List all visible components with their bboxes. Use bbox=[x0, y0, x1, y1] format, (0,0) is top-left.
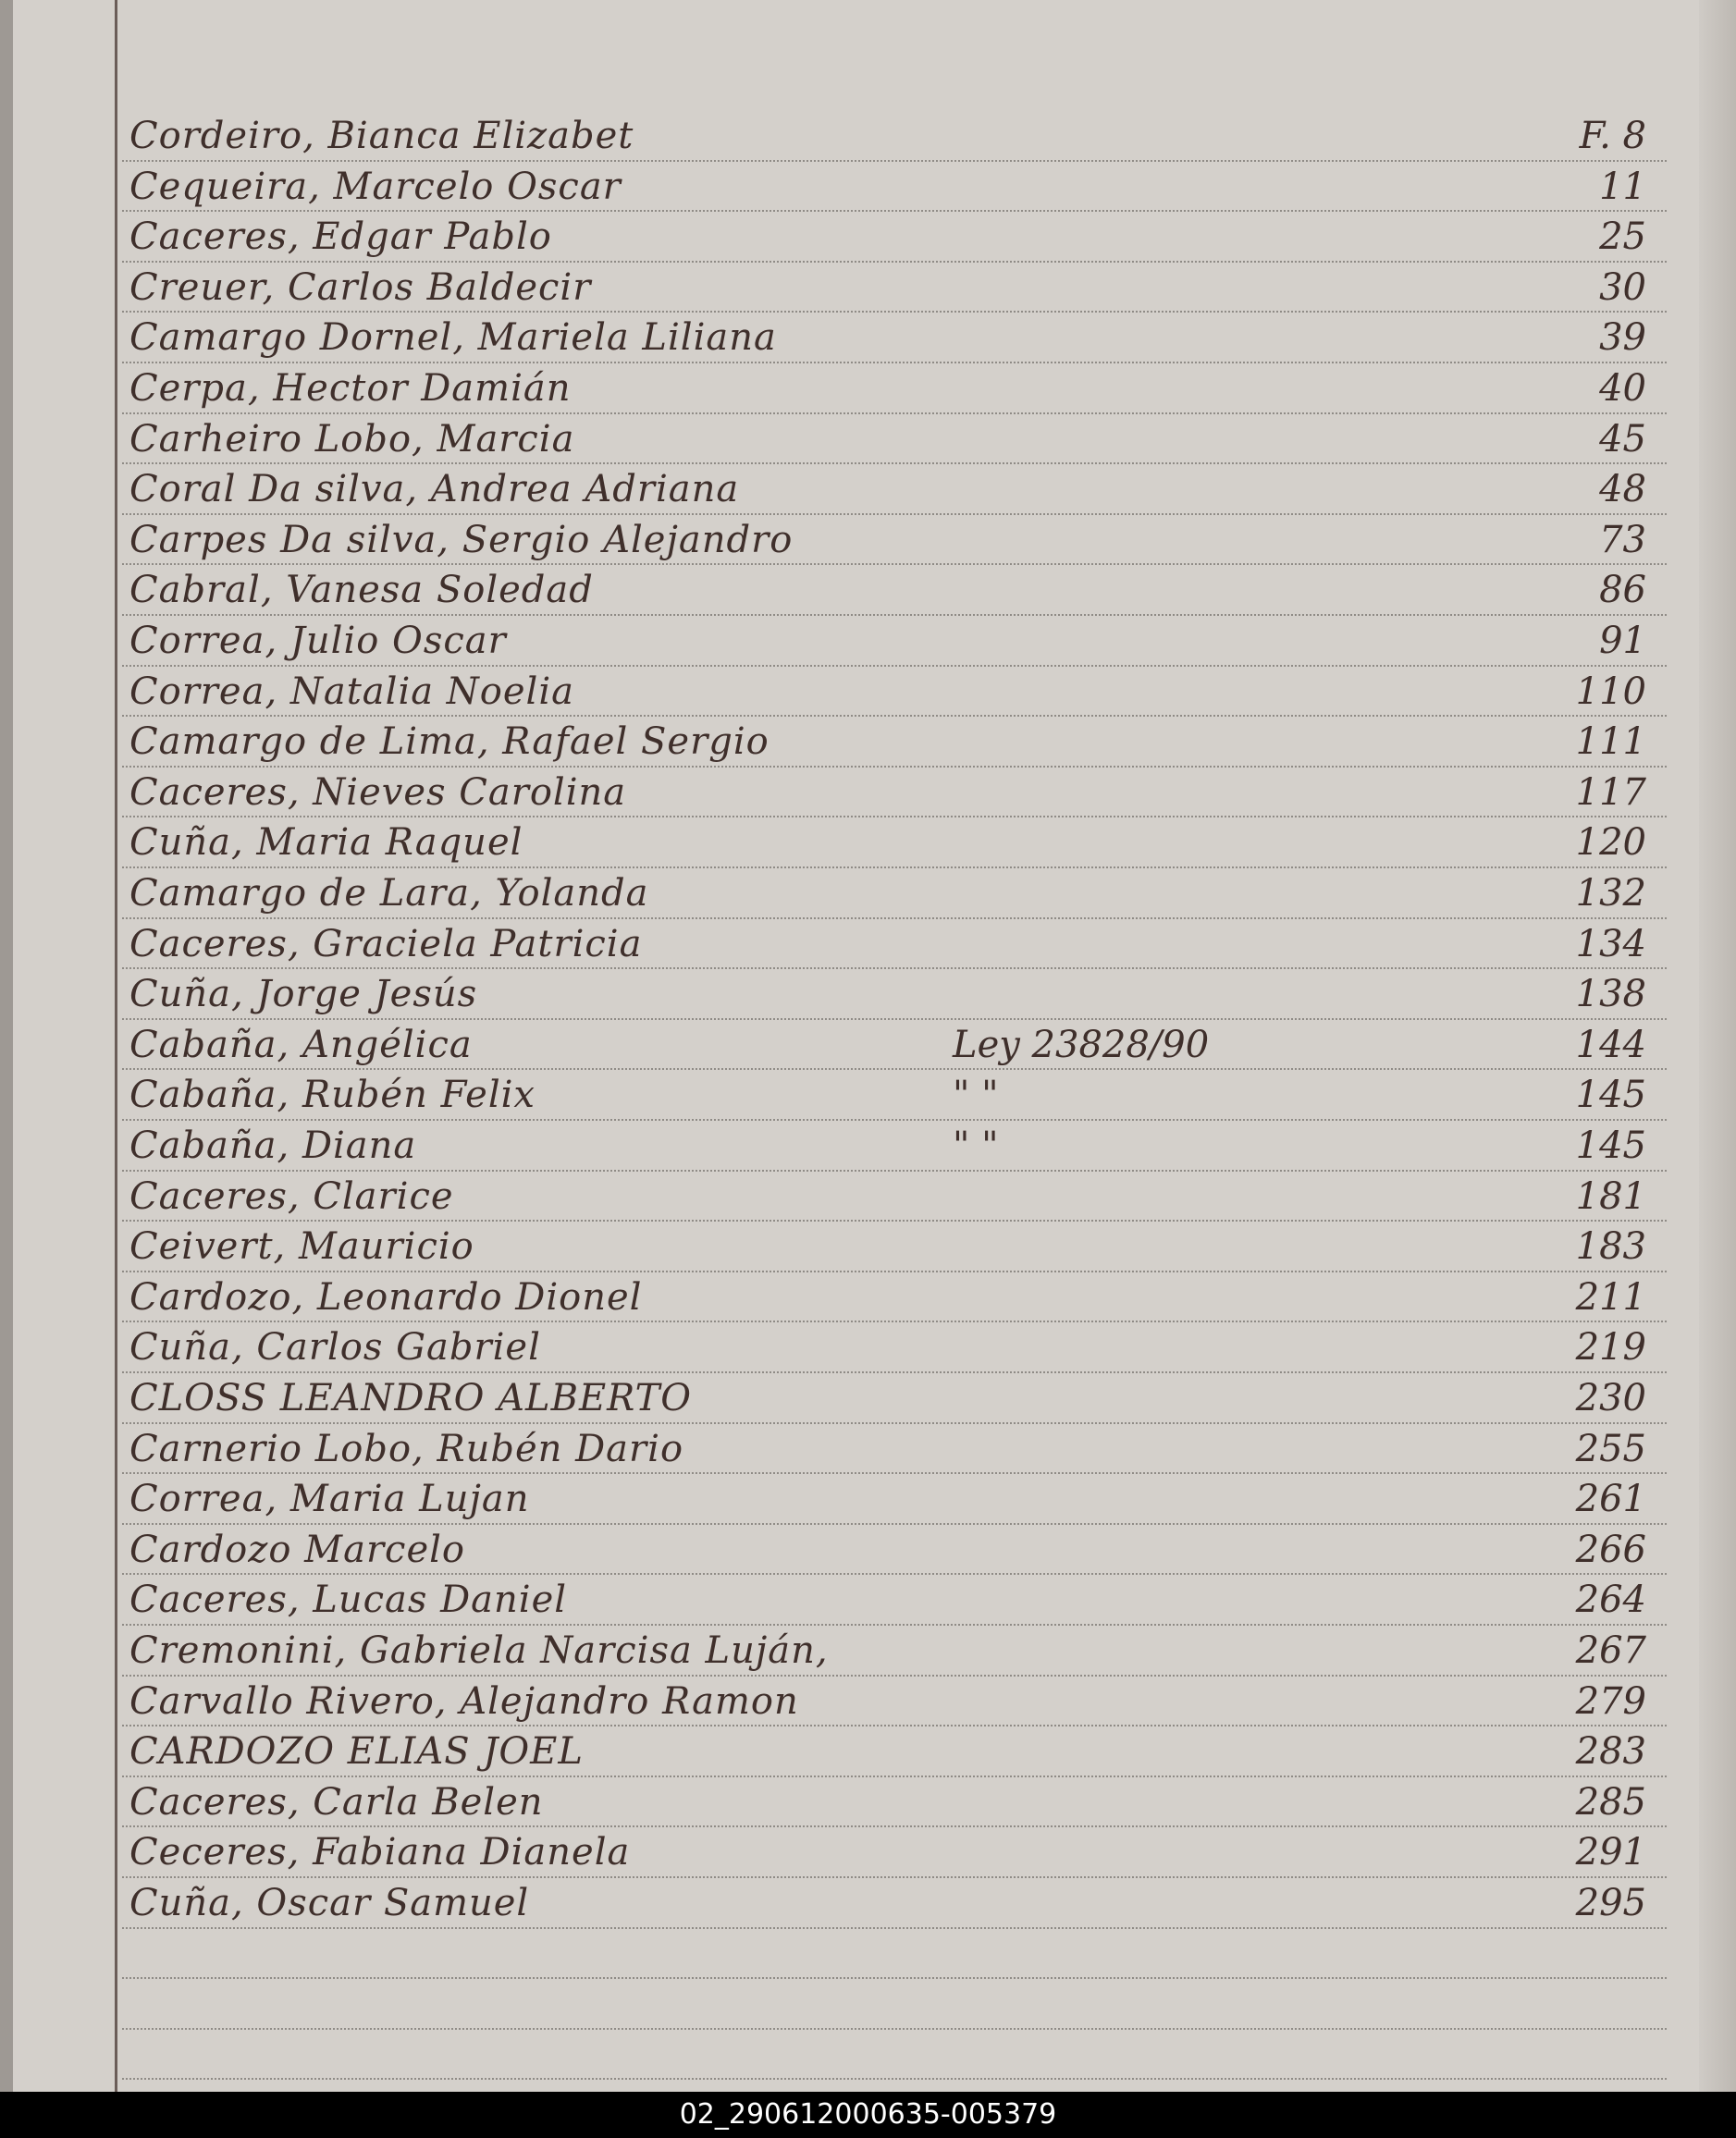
entry-folio: 181 bbox=[1575, 1175, 1646, 1218]
entry-folio: 267 bbox=[1575, 1629, 1646, 1672]
entry-name: Carpes Da silva, Sergio Alejandro bbox=[129, 519, 794, 561]
entry-folio: 183 bbox=[1575, 1225, 1646, 1268]
index-entry bbox=[129, 464, 1665, 512]
entry-folio: 25 bbox=[1599, 215, 1646, 258]
index-entry bbox=[129, 616, 1665, 664]
entry-name: CLOSS LEANDRO ALBERTO bbox=[129, 1377, 693, 1419]
entry-note: Ley 23828/90 bbox=[953, 1024, 1210, 1066]
index-entry bbox=[129, 1827, 1665, 1875]
entry-folio: 39 bbox=[1599, 316, 1646, 359]
index-entry bbox=[129, 1172, 1665, 1220]
entry-name: Caceres, Nieves Carolina bbox=[129, 771, 627, 814]
index-entry bbox=[129, 1677, 1665, 1725]
index-entry bbox=[129, 363, 1665, 412]
entry-folio: 138 bbox=[1575, 973, 1646, 1015]
entry-folio: 285 bbox=[1575, 1781, 1646, 1824]
entry-name: Cuña, Jorge Jesús bbox=[129, 973, 478, 1015]
index-entry bbox=[129, 1726, 1665, 1775]
entry-folio: 295 bbox=[1575, 1882, 1646, 1924]
entry-name: CARDOZO ELIAS JOEL bbox=[129, 1730, 584, 1773]
index-entry bbox=[129, 162, 1665, 210]
index-entry bbox=[129, 1322, 1665, 1370]
index-entry bbox=[129, 1575, 1665, 1623]
entry-name: Caceres, Lucas Daniel bbox=[129, 1579, 568, 1621]
entry-folio: 45 bbox=[1599, 418, 1646, 461]
index-entry bbox=[129, 263, 1665, 311]
entry-folio: 134 bbox=[1575, 923, 1646, 965]
ruled-line bbox=[122, 2028, 1667, 2030]
entry-name: Cabral, Vanesa Soledad bbox=[129, 569, 594, 611]
index-entry bbox=[129, 414, 1665, 462]
entry-name: Cabaña, Rubén Felix bbox=[129, 1074, 536, 1116]
entry-name: Carheiro Lobo, Marcia bbox=[129, 418, 575, 461]
entry-name: Ceceres, Fabiana Dianela bbox=[129, 1831, 631, 1874]
index-entry bbox=[129, 1777, 1665, 1825]
index-entry bbox=[129, 565, 1665, 613]
entry-name: Camargo Dornel, Mariela Liliana bbox=[129, 316, 777, 359]
page-right-edge bbox=[1699, 0, 1736, 2092]
entry-folio: 279 bbox=[1575, 1680, 1646, 1723]
entry-name: Creuer, Carlos Baldecir bbox=[129, 266, 592, 309]
entry-name: Cremonini, Gabriela Narcisa Luján, bbox=[129, 1629, 829, 1672]
entry-name: Camargo de Lima, Rafael Sergio bbox=[129, 720, 770, 763]
index-entry bbox=[129, 1525, 1665, 1573]
entry-name: Caceres, Clarice bbox=[129, 1175, 454, 1218]
entry-name: Cardozo Marcelo bbox=[129, 1529, 466, 1571]
entry-folio: 264 bbox=[1575, 1579, 1646, 1621]
index-entry bbox=[129, 1272, 1665, 1321]
entry-folio: 211 bbox=[1575, 1276, 1646, 1319]
entry-name: Ceivert, Mauricio bbox=[129, 1225, 474, 1268]
index-entry bbox=[129, 1121, 1665, 1169]
entry-folio: 40 bbox=[1599, 367, 1646, 410]
entry-folio: 145 bbox=[1575, 1124, 1646, 1167]
entry-folio: 230 bbox=[1575, 1377, 1646, 1419]
index-entry bbox=[129, 1373, 1665, 1421]
entry-folio: 11 bbox=[1599, 166, 1646, 208]
ruled-line bbox=[122, 1927, 1667, 1929]
entry-folio: 144 bbox=[1575, 1024, 1646, 1066]
index-entry bbox=[129, 111, 1665, 159]
entry-folio: 132 bbox=[1575, 872, 1646, 915]
entry-name: Camargo de Lara, Yolanda bbox=[129, 872, 649, 915]
entry-folio: 145 bbox=[1575, 1074, 1646, 1116]
entry-name: Caceres, Edgar Pablo bbox=[129, 215, 552, 258]
entry-folio: 117 bbox=[1575, 771, 1646, 814]
index-entry bbox=[129, 1070, 1665, 1118]
entry-folio: 291 bbox=[1575, 1831, 1646, 1874]
entry-name: Cabaña, Diana bbox=[129, 1124, 417, 1167]
entry-name: Cuña, Oscar Samuel bbox=[129, 1882, 530, 1924]
entry-name: Carnerio Lobo, Rubén Dario bbox=[129, 1428, 684, 1470]
index-entry bbox=[129, 768, 1665, 816]
entry-folio: 255 bbox=[1575, 1428, 1646, 1470]
entry-name: Cardozo, Leonardo Dionel bbox=[129, 1276, 643, 1319]
entry-note: " " bbox=[953, 1074, 999, 1116]
entry-folio: 219 bbox=[1575, 1326, 1646, 1369]
entry-folio: 110 bbox=[1575, 670, 1646, 713]
entry-name: Correa, Julio Oscar bbox=[129, 620, 507, 662]
index-entry bbox=[129, 1222, 1665, 1270]
entry-folio: 111 bbox=[1575, 720, 1646, 763]
index-entry bbox=[129, 1424, 1665, 1472]
index-entry bbox=[129, 515, 1665, 563]
entry-note: " " bbox=[953, 1124, 999, 1167]
entry-folio: 120 bbox=[1575, 821, 1646, 864]
index-entry bbox=[129, 919, 1665, 967]
entry-name: Cuña, Maria Raquel bbox=[129, 821, 523, 864]
margin-rule bbox=[115, 0, 117, 2092]
entry-name: Cuña, Carlos Gabriel bbox=[129, 1326, 541, 1369]
entry-folio: F. 8 bbox=[1579, 115, 1646, 157]
ruled-line bbox=[122, 2078, 1667, 2080]
index-entry bbox=[129, 667, 1665, 715]
entry-folio: 48 bbox=[1599, 468, 1646, 510]
entry-name: Cerpa, Hector Damián bbox=[129, 367, 572, 410]
index-entry bbox=[129, 1020, 1665, 1068]
ruled-line bbox=[122, 1977, 1667, 1979]
index-entry bbox=[129, 969, 1665, 1017]
entry-name: Cabaña, Angélica bbox=[129, 1024, 473, 1066]
index-entry bbox=[129, 313, 1665, 361]
entry-folio: 73 bbox=[1599, 519, 1646, 561]
entry-name: Correa, Maria Lujan bbox=[129, 1478, 530, 1520]
index-entry bbox=[129, 1626, 1665, 1674]
entry-folio: 266 bbox=[1575, 1529, 1646, 1571]
index-entry bbox=[129, 212, 1665, 260]
entry-folio: 91 bbox=[1599, 620, 1646, 662]
entry-name: Caceres, Carla Belen bbox=[129, 1781, 544, 1824]
entry-folio: 86 bbox=[1599, 569, 1646, 611]
index-entry bbox=[129, 868, 1665, 916]
entry-folio: 30 bbox=[1599, 266, 1646, 309]
entry-folio: 283 bbox=[1575, 1730, 1646, 1773]
index-entry bbox=[129, 817, 1665, 866]
entry-name: Caceres, Graciela Patricia bbox=[129, 923, 643, 965]
entry-name: Carvallo Rivero, Alejandro Ramon bbox=[129, 1680, 799, 1723]
entry-name: Cequeira, Marcelo Oscar bbox=[129, 166, 622, 208]
index-entry bbox=[129, 717, 1665, 765]
entry-folio: 261 bbox=[1575, 1478, 1646, 1520]
scan-identifier: 02_290612000635-005379 bbox=[0, 2092, 1736, 2138]
page-left-edge bbox=[0, 0, 13, 2092]
index-entry bbox=[129, 1878, 1665, 1926]
entry-name: Correa, Natalia Noelia bbox=[129, 670, 574, 713]
entry-name: Coral Da silva, Andrea Adriana bbox=[129, 468, 740, 510]
entry-name: Cordeiro, Bianca Elizabet bbox=[129, 115, 634, 157]
index-entry bbox=[129, 1474, 1665, 1522]
